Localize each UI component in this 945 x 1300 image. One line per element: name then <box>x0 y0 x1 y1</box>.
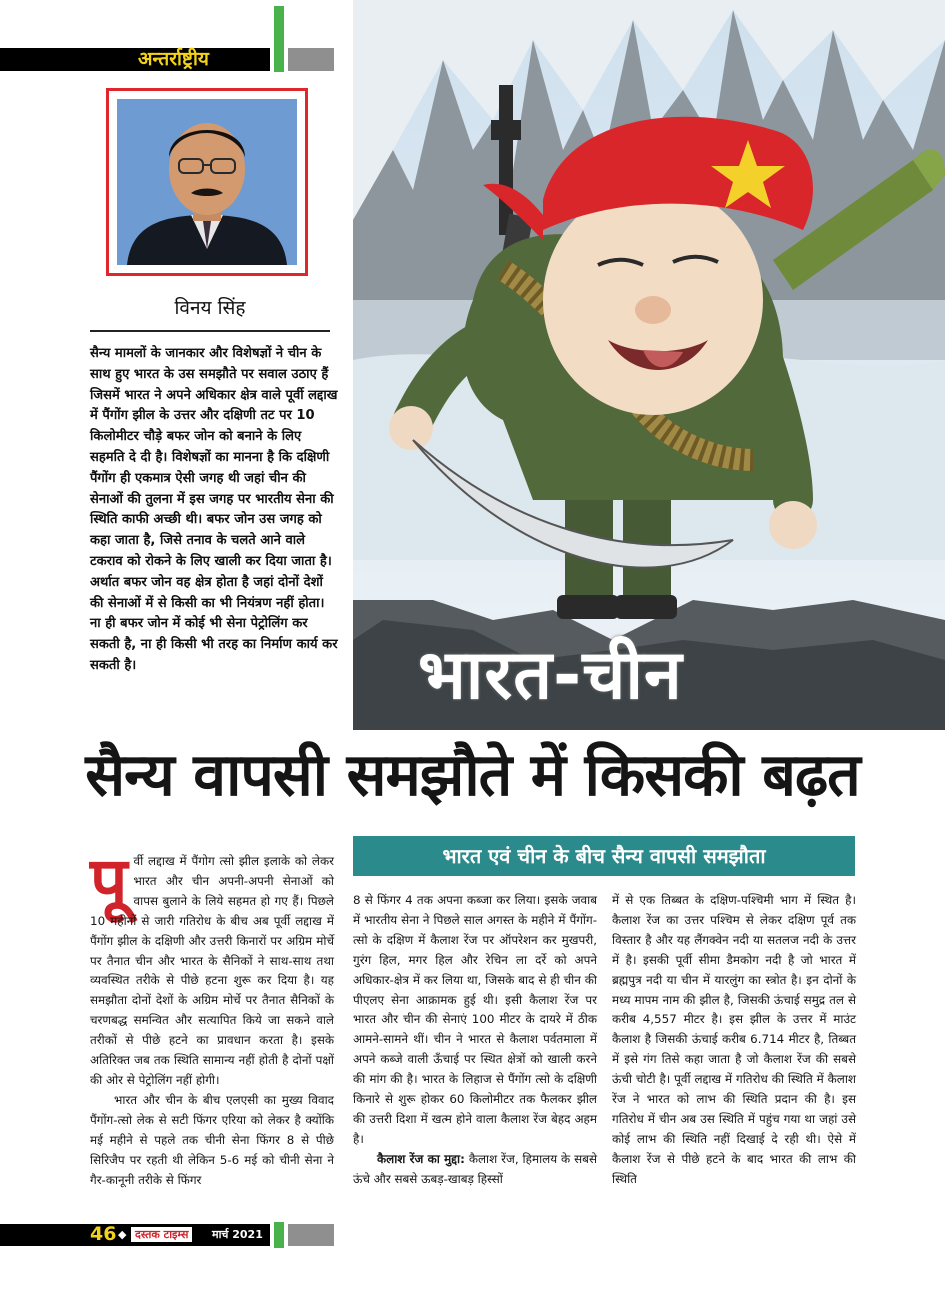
cartoon-illustration <box>353 0 945 730</box>
article-column-2 <box>353 891 597 1190</box>
author-divider <box>90 330 330 332</box>
green-strip-bottom <box>274 1222 284 1248</box>
article-paragraph: भारत और चीन के बीच एलएसी का मुख्य विवाद पैंगोंग-त्सो लेक से सटी फिंगर एरिया को लेकर है क्योंकि मई महीने से पहले तक चीनी सेना फिंगर 8 से पीछे सिरिजैप पर रहती थी लेकिन 5-6 मई को चीनी सेना ने गैर-कानूनी तरीके से फिंगर <box>90 1092 334 1187</box>
section-bar <box>0 48 270 71</box>
article-text: कैलाश रेंज, हिमालय के सबसे ऊंचे और सबसे ऊबड़-खाबड़ हिस्सों <box>353 1151 597 1186</box>
article-column-3 <box>612 891 856 1190</box>
author-photo-frame <box>106 88 308 276</box>
article-text: र्वी लद्दाख में पैंगोग त्सो झील इलाके को लेकर भारत और चीन अपनी-अपनी सेनाओं को वापस बुलाने के लिये सहमत हो गए हैं। पिछले 10 महीनों से जारी गतिरोध के बीच अब पूर्वी लद्दाख में पैंगोंग झील के दक्षिणी और उत्तरी किनारों पर अग्रिम मोर्चे पर तैनात चीन और भारत के सैनिकों ने साथ-साथ तथा व्यवस्थित तरीके से पीछे हटना शुरू कर दिया है। यह समझौता दोनों देशों के अग्रिम मोर्चे पर तैनात सैनिकों के चरणबद्ध समन्वित और सत्यापित किये जा सकने वाले तरीकों से पीछे हटने का प्रावधान करता है। इसके अतिरिक्त जब तक स्थिति सामान्य नहीं होती है दोनों पक्षों की ओर से पेट्रोलिंग नहीं होगी। <box>90 854 334 1087</box>
subsection-heading: कैलाश रेंज का मुद्दा: <box>377 1151 465 1166</box>
article-paragraph: में से एक तिब्बत के दक्षिण-पश्चिमी भाग में स्थित है। कैलाश रेंज का उत्तर पश्चिम से लेकर दक्षिण पूर्व तक विस्तार है और यह लैंगक्वेन नदी या सतलज नदी के उत्तर में है। इसकी पूर्वी सीमा डैमकोग नदी है जो भारत में ब्रह्मपुत्र नदी या चीन में यारलुंग का स्त्रोत है। इन दोनों के मध्य मापम नाम की झील है, जिसकी ऊंचाई समुद्र तल से करीब 4,557 मीटर है। इस झील के उत्तर में माउंट कैलाश है जिसकी ऊंचाई करीब 6.714 मीटर है, तिब्बत में इसे गंग तिसे कहा जाता है जो कैलाश रेंज की सबसे ऊंची चोटी है। पूर्वी लद्दाख में गतिरोध की स्थिति में कैलाश रेंज ने भारत को लाभ की स्थिति प्रदान की है। इस गतिरोध में चीन अब उस स्थिति में पहुंच गया था जहां उसे कोई लाभ की स्थिति नहीं दिखाई दे रही थी। ऐसे में कैलाश रेंज से पीछे हटने के बाद भारत की लाभ की स्थिति <box>612 893 856 1186</box>
headline: सैन्य वापसी समझौते में किसकी बढ़त <box>85 740 860 809</box>
issue-date: मार्च 2021 <box>212 1228 263 1241</box>
magazine-logo: दस्तक टाइम्स <box>131 1227 192 1242</box>
cartoon-title: भारत-चीन <box>418 636 683 715</box>
section-label: अन्तर्राष्ट्रीय <box>138 48 209 70</box>
soldier-cartoon-icon <box>353 0 945 730</box>
author-photo <box>117 99 297 265</box>
article-paragraph <box>353 1150 597 1190</box>
page-number: 46 <box>90 1223 117 1245</box>
article-column-1 <box>90 843 334 1190</box>
author-name: विनय सिंह <box>174 297 246 319</box>
subheadline: भारत एवं चीन के बीच सैन्य वापसी समझौता <box>353 836 855 876</box>
green-strip-top <box>274 6 284 72</box>
article-paragraph <box>90 843 334 1091</box>
article-paragraph: 8 से फिंगर 4 तक अपना कब्जा कर लिया। इसके जवाब में भारतीय सेना ने पिछले साल अगस्त के महीने में पैंगोंग-त्सो के दक्षिण में कैलाश रेंज पर ऑपरेशन कर मुखपरी, गुरंग हिल, मगर हिल और रेचिन ला दर्रे को अपने अधिकार-क्षेत्र में कर लिया था, जिसके बाद से ही चीन की पीएलए सेना आक्रामक हुई थी। इसी कैलाश रेंज पर भारत और चीन की सेनाएं 100 मीटर के दायरे में ठीक आमने-सामने थीं। चीन ने भारत से कैलाश पर्वतमाला में अपने कब्जे वाली ऊँचाई पर स्थित क्षेत्रों को खाली करने की मांग की है। भारत के लिहाज से पैंगोंग त्सो के दक्षिणी किनारे से शुरू होकर 60 किलोमीटर तक फैलकर झील की उत्तरी दिशा में खत्म होने वाला कैलाश रेंज बेहद अहम है। <box>353 893 597 1146</box>
footer-separator: ◆ <box>118 1228 127 1241</box>
author-portrait-icon <box>117 99 297 265</box>
drop-cap: पू <box>90 843 128 920</box>
grey-strip-top <box>288 48 334 71</box>
grey-strip-bottom <box>288 1224 334 1246</box>
intro-text: सैन्य मामलों के जानकार और विशेषज्ञों ने चीन के साथ हुए भारत के उस समझौते पर सवाल उठाए हैं जिसमें भारत ने अपने अधिकार क्षेत्र वाले पूर्वी लद्दाख में पैंगोंग झील के उत्तर और दक्षिणी तट पर 10 किलोमीटर चौड़े बफर जोन को बनाने के लिए सहमति दे दी है। विशेषज्ञों का मानना है कि दक्षिणी पैंगोंग ही एकमात्र ऐसी जगह थी जहां चीन की सेनाओं की तुलना में इस जगह पर भारतीय सेना की स्थिति काफी अच्छी थी। बफर जोन उस जगह को कहा जाता है, जिसे तनाव के चलते आने वाले टकराव को रोकने के लिए खाली कर दिया जाता है। अर्थात बफर जोन वह क्षेत्र होता है जहां दोनों देशों की सेनाओं में से किसी का भी नियंत्रण नहीं होता। ना ही बफर जोन में कोई भी सेना पेट्रोलिंग कर सकती है, ना ही किसी भी तरह का निर्माण कार्य कर सकती है। <box>90 346 338 673</box>
